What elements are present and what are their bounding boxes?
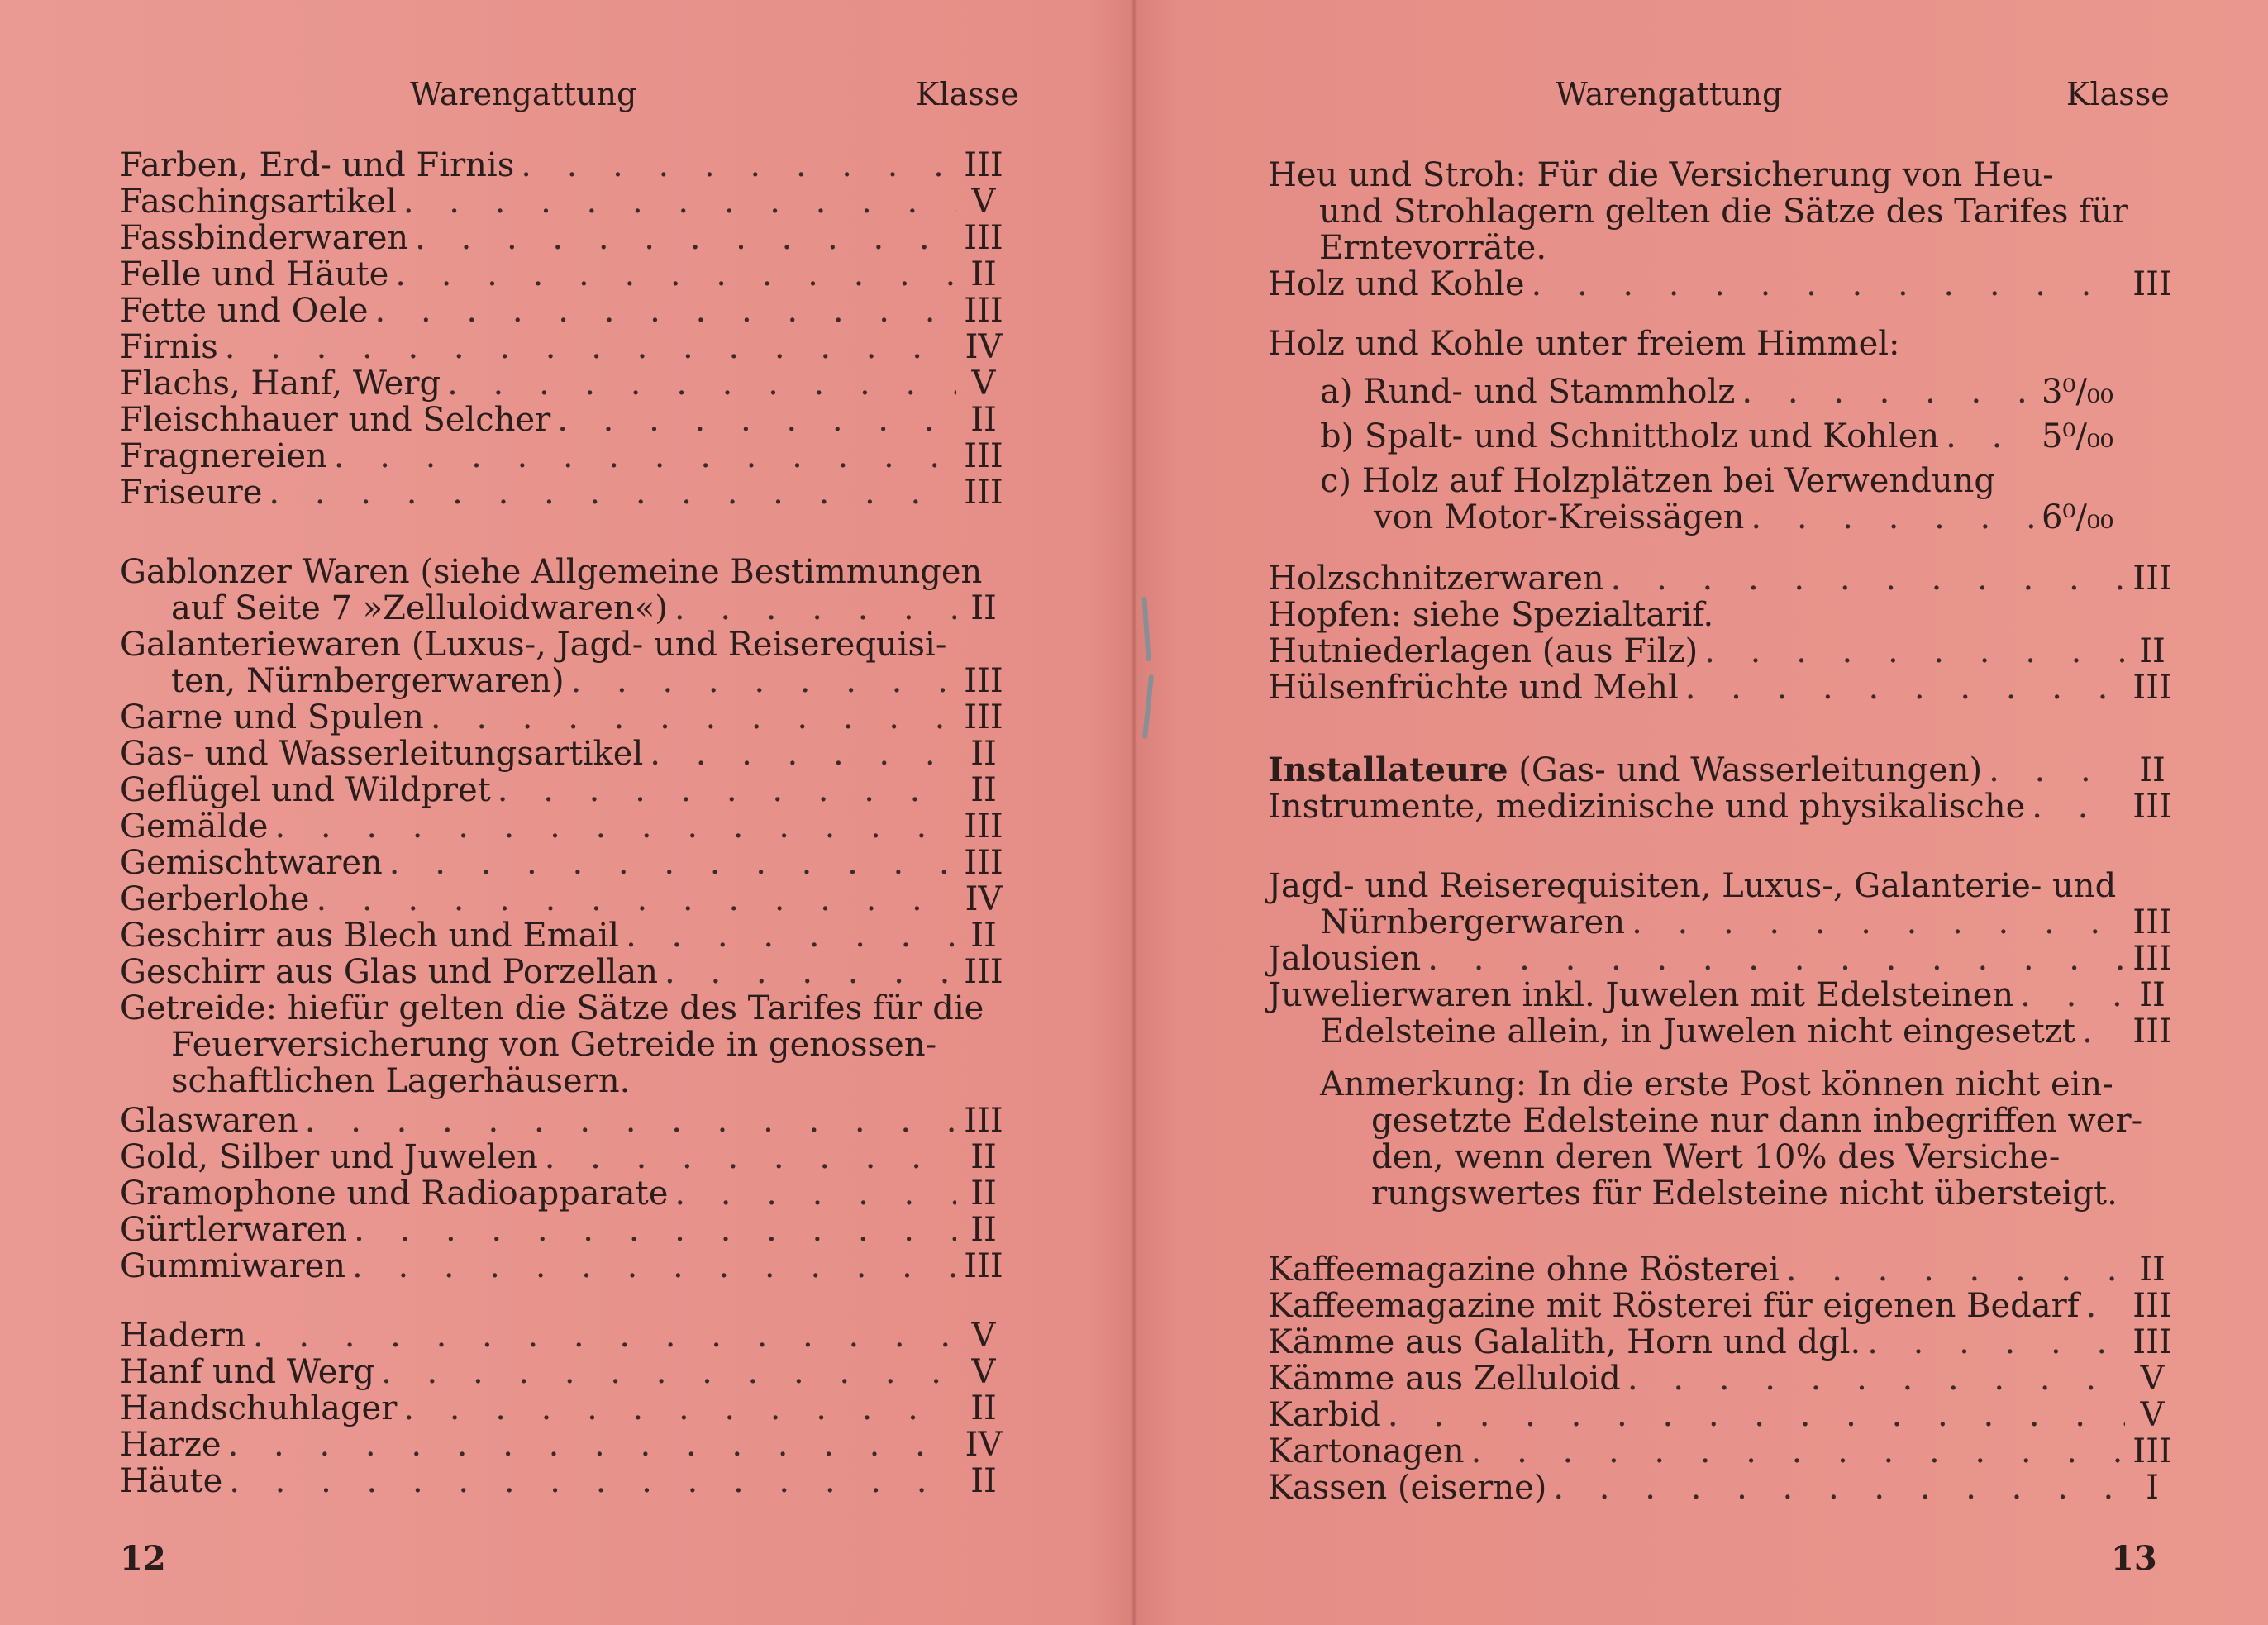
item-name: Häute (120, 1462, 223, 1500)
item-name: Galanteriewaren (Luxus-, Jagd- und Reiserequisi- (120, 626, 947, 664)
list-item (120, 1103, 1004, 1139)
list-item (1268, 597, 2173, 633)
item-class: III (964, 437, 1003, 475)
list-item (1320, 418, 2113, 455)
list-item (120, 1175, 1004, 1212)
list-item (120, 808, 1004, 845)
list-item (120, 845, 1004, 881)
list-item (120, 1390, 1004, 1427)
list-item (120, 183, 1004, 220)
section-title: Holz und Kohle unter freiem Himmel: (1268, 325, 1900, 363)
note-line: schaftlichen Lagerhäusern. (171, 1062, 631, 1100)
list-item (1268, 977, 2173, 1013)
item-class: II (970, 917, 997, 955)
list-item (1268, 941, 2173, 977)
item-name: Jagd- und Reiserequisiten, Luxus-, Galanterie- und (1268, 867, 2117, 905)
note-line: und Strohlagern gelten die Sätze des Tarifes für (1319, 193, 2128, 231)
item-class: III (964, 698, 1003, 736)
item-class: III (2132, 940, 2172, 978)
item-class: II (2139, 976, 2166, 1014)
item-name (1268, 752, 1982, 789)
item-class: III (2132, 669, 2172, 707)
item-name: Kaffeemagazine mit Rösterei für eigenen Bedarf (1268, 1287, 2080, 1325)
item-name: Hülsenfrüchte und Mehl (1268, 669, 1679, 707)
item-name: Holz und Kohle (1268, 265, 1525, 303)
item-name: Gummiwaren (120, 1247, 346, 1285)
list-item (120, 1212, 1004, 1248)
item-class: II (2139, 751, 2166, 789)
list-item (120, 147, 1004, 183)
item-name: Glaswaren (120, 1102, 298, 1140)
item-name: Holzschnitzerwaren (1268, 560, 1604, 598)
page-number: 13 (2111, 1539, 2157, 1578)
note-line: Erntevorräte. (1319, 229, 1547, 267)
list-item (1320, 374, 2113, 410)
list-item (120, 736, 1004, 772)
item-name: Geschirr aus Glas und Porzellan (120, 953, 659, 991)
item-class: III (964, 1102, 1003, 1140)
item-name: Harze (120, 1426, 222, 1464)
item-class: II (970, 735, 997, 773)
item-name: Nürnbergerwaren (1320, 903, 1626, 941)
list-item (1268, 1361, 2173, 1397)
item-class: III (2132, 788, 2172, 826)
item-name: Garne und Spulen (120, 698, 424, 736)
list-item (1268, 789, 2173, 825)
list-item (120, 220, 1004, 256)
item-class: III (964, 292, 1003, 330)
item-class: III (2132, 1323, 2172, 1361)
list-item (1374, 499, 2113, 536)
item-name: Kämme aus Zelluloid (1268, 1360, 1621, 1398)
item-name: Gablonzer Waren (siehe Allgemeine Bestimmungen (120, 553, 983, 591)
holz-c (1320, 463, 1995, 499)
item-name: Gemischtwaren (120, 844, 383, 882)
item-name: Fragnereien (120, 437, 327, 475)
item-name: Felle und Häute (120, 255, 389, 293)
item-name: Gramophone und Radioapparate (120, 1175, 669, 1213)
header-klasse: Klasse (2066, 76, 2170, 112)
item-class: IV (965, 328, 1003, 366)
note-line: den, wenn deren Wert 10% des Versiche- (1371, 1138, 2061, 1176)
anmerkung-note (1320, 1066, 2142, 1212)
list-item (120, 402, 1004, 438)
list-item (1268, 1288, 2173, 1324)
list-item (120, 1139, 1004, 1175)
item-rate: 5⁰/₀₀ (2041, 417, 2113, 455)
item-name: b) Spalt- und Schnittholz und Kohlen (1320, 417, 1940, 455)
list-item (1268, 633, 2173, 670)
item-name: Hadern (120, 1317, 246, 1355)
list-item (1268, 670, 2173, 706)
item-class: V (971, 1353, 996, 1391)
list-item (171, 663, 1004, 699)
list-item (120, 438, 1004, 474)
item-class: V (971, 183, 996, 221)
item-class: V (971, 1317, 996, 1355)
item-name: Geflügel und Wildpret (120, 771, 491, 809)
page-number: 12 (120, 1539, 166, 1578)
item-name: Karbid (1268, 1396, 1381, 1434)
list-item (1268, 560, 2173, 597)
list-item (171, 590, 1004, 627)
list-item (120, 474, 1004, 511)
item-class: III (2132, 1432, 2172, 1470)
note-line: Getreide: hiefür gelten die Sätze des Tarifes für die (120, 989, 984, 1027)
item-class: III (2132, 1013, 2172, 1051)
item-name: Handschuhlager (120, 1389, 398, 1427)
list-item (120, 917, 1004, 954)
list-item (1268, 1433, 2173, 1470)
item-name: Hutniederlagen (aus Filz) (1268, 632, 1699, 670)
item-class: III (2132, 903, 2172, 941)
item-class: III (964, 808, 1003, 846)
list-item (1268, 1324, 2173, 1361)
list-item (1268, 266, 2173, 303)
item-name: Kassen (eiserne) (1268, 1469, 1547, 1507)
getreide-note (120, 990, 984, 1099)
item-name-rest: (Gas- und Wasserleitungen) (1508, 751, 1983, 789)
item-class: III (964, 474, 1003, 512)
list-item (120, 329, 1004, 365)
item-name: Faschingsartikel (120, 183, 397, 221)
item-name: Flachs, Hanf, Werg (120, 365, 441, 403)
item-class: III (2132, 560, 2172, 598)
list-item (120, 1463, 1004, 1499)
item-name: Edelsteine allein, in Juwelen nicht eingesetzt (1320, 1013, 2075, 1051)
list-item (120, 1427, 1004, 1463)
item-name-bold: Installateure (1268, 751, 1508, 789)
item-name: a) Rund- und Stammholz (1320, 373, 1736, 411)
item-name: Gas- und Wasserleitungsartikel (120, 735, 644, 773)
item-name: Friseure (120, 474, 263, 512)
item-class: III (964, 1247, 1003, 1285)
item-name: Kaffeemagazine ohne Rösterei (1268, 1251, 1780, 1289)
item-name: Instrumente, medizinische und physikalische (1268, 788, 2026, 826)
item-class: III (2132, 265, 2172, 303)
item-name: Jalousien (1268, 940, 1422, 978)
item-name: ten, Nürnbergerwaren) (171, 662, 565, 700)
item-class: II (970, 401, 997, 439)
item-name: Firnis (120, 328, 218, 366)
list-item (1268, 1397, 2173, 1433)
item-class: IV (965, 1426, 1003, 1464)
item-name: Hopfen: siehe Spezialtarif. (1268, 596, 1714, 634)
item-name: Fette und Oele (120, 292, 369, 330)
item-class: II (2139, 1251, 2166, 1289)
list-item (120, 1248, 1004, 1284)
list-item (1268, 1470, 2173, 1506)
item-class: I (2146, 1469, 2159, 1507)
item-name: von Motor-Kreissägen (1374, 498, 1745, 536)
note-line: gesetzte Edelsteine nur dann inbegriffen wer- (1371, 1102, 2143, 1140)
item-class: II (970, 1211, 997, 1249)
item-class: III (964, 844, 1003, 882)
list-item (120, 365, 1004, 402)
list-item (1268, 752, 2173, 789)
page-right (1134, 0, 2268, 1625)
note-line: Feuerversicherung von Getreide in genossen- (171, 1026, 937, 1064)
item-name: Gemälde (120, 808, 269, 846)
item-name: c) Holz auf Holzplätzen bei Verwendung (1320, 462, 1995, 500)
item-name: Farben, Erd- und Firnis (120, 146, 515, 184)
note-line: Anmerkung: In die erste Post können nicht ein- (1320, 1065, 2113, 1103)
item-class: II (2139, 632, 2166, 670)
note-line: rungswertes für Edelsteine nicht übersteigt. (1371, 1175, 2118, 1213)
list-item (120, 1318, 1004, 1354)
item-name: Gerberlohe (120, 880, 310, 918)
item-rate: 6⁰/₀₀ (2041, 498, 2113, 536)
item-class: V (971, 365, 996, 403)
item-class: II (970, 1138, 997, 1176)
jagd-item (1268, 868, 2116, 904)
item-class: II (970, 1462, 997, 1500)
item-class: III (964, 219, 1003, 257)
list-item (120, 1354, 1004, 1390)
list-item (120, 293, 1004, 329)
list-item (1320, 1013, 2173, 1050)
header-warengattung: Warengattung (1556, 76, 1783, 112)
list-item (120, 772, 1004, 808)
list-item-galanterie (120, 627, 946, 663)
item-class: III (2132, 1287, 2172, 1325)
item-class: II (970, 1175, 997, 1213)
item-class: III (964, 662, 1003, 700)
list-item-gablonzer (120, 554, 982, 590)
list-item (120, 881, 1004, 917)
holz-title (1268, 326, 1900, 362)
item-class: V (2140, 1396, 2165, 1434)
item-name: Gold, Silber und Juwelen (120, 1138, 538, 1176)
header-warengattung: Warengattung (410, 76, 637, 112)
item-name: Fleischhauer und Selcher (120, 401, 551, 439)
list-item (1268, 1251, 2173, 1288)
item-rate: 3⁰/₀₀ (2041, 373, 2113, 411)
list-item (120, 256, 1004, 293)
item-class: II (970, 1389, 997, 1427)
list-item (120, 954, 1004, 990)
item-name: Kämme aus Galalith, Horn und dgl. (1268, 1323, 1861, 1361)
item-class: III (964, 953, 1003, 991)
item-name: Geschirr aus Blech und Email (120, 917, 620, 955)
list-item (1320, 904, 2173, 941)
note-line: Heu und Stroh: Für die Versicherung von Heu- (1268, 156, 2054, 194)
list-item (120, 699, 1004, 736)
item-class: II (970, 589, 997, 627)
item-name: Gürtlerwaren (120, 1211, 348, 1249)
item-class: V (2140, 1360, 2165, 1398)
item-name: Fassbinderwaren (120, 219, 409, 257)
header-klasse: Klasse (916, 76, 1019, 112)
item-name: Hanf und Werg (120, 1353, 375, 1391)
heu-note (1268, 157, 2128, 266)
item-class: III (964, 146, 1003, 184)
item-class: II (970, 255, 997, 293)
item-name: Juwelierwaren inkl. Juwelen mit Edelsteinen (1268, 976, 2014, 1014)
item-class: IV (965, 880, 1003, 918)
item-name: auf Seite 7 »Zelluloidwaren«) (171, 589, 668, 627)
item-class: II (970, 771, 997, 809)
item-name: Kartonagen (1268, 1432, 1465, 1470)
